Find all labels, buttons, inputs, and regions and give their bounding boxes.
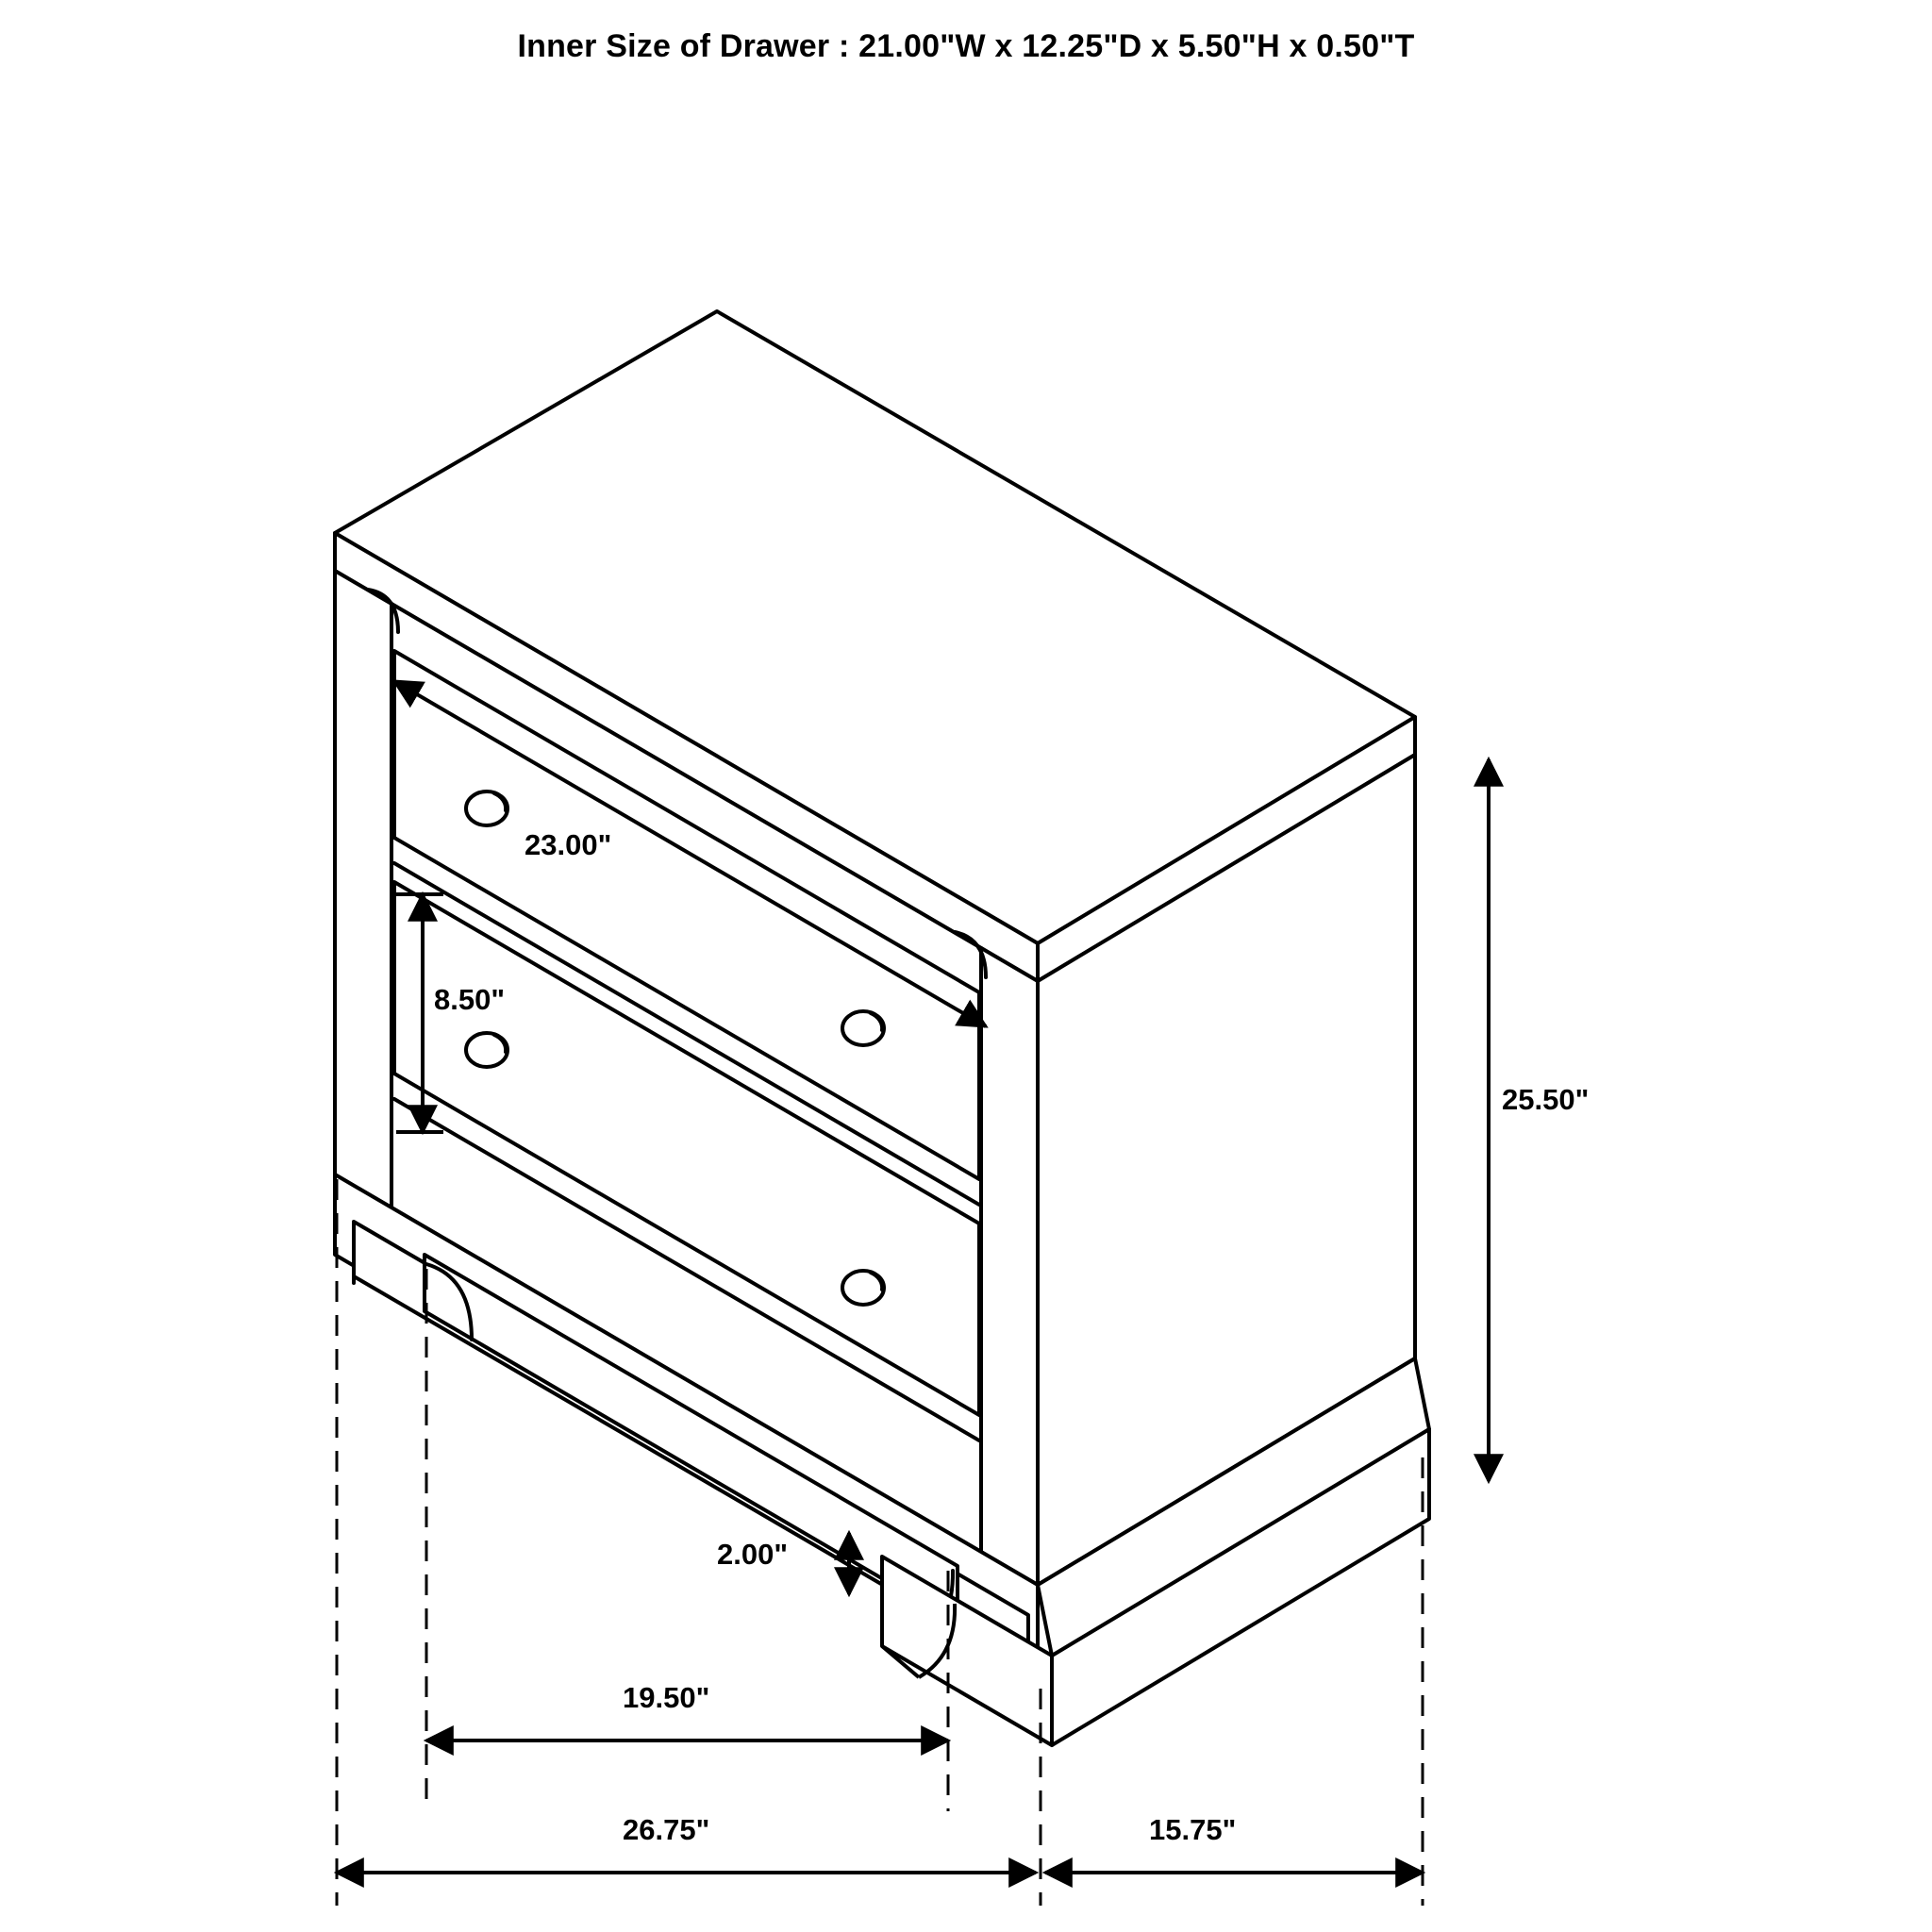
- dim-label-base-height: 2.00": [717, 1538, 789, 1571]
- dim-label-foot-span-width: 19.50": [623, 1681, 710, 1714]
- dim-label-overall-depth: 15.75": [1149, 1813, 1237, 1846]
- dim-label-drawer-opening-height: 8.50": [434, 983, 506, 1016]
- cabinet-body: [335, 311, 1415, 1932]
- dim-label-overall-height: 25.50": [1502, 1083, 1590, 1116]
- dim-label-overall-width: 26.75": [623, 1813, 710, 1846]
- page-title: Inner Size of Drawer : 21.00"W x 12.25"D x 5.50"H x 0.50"T: [517, 28, 1415, 64]
- dim-label-drawer-front-width: 23.00": [525, 828, 612, 861]
